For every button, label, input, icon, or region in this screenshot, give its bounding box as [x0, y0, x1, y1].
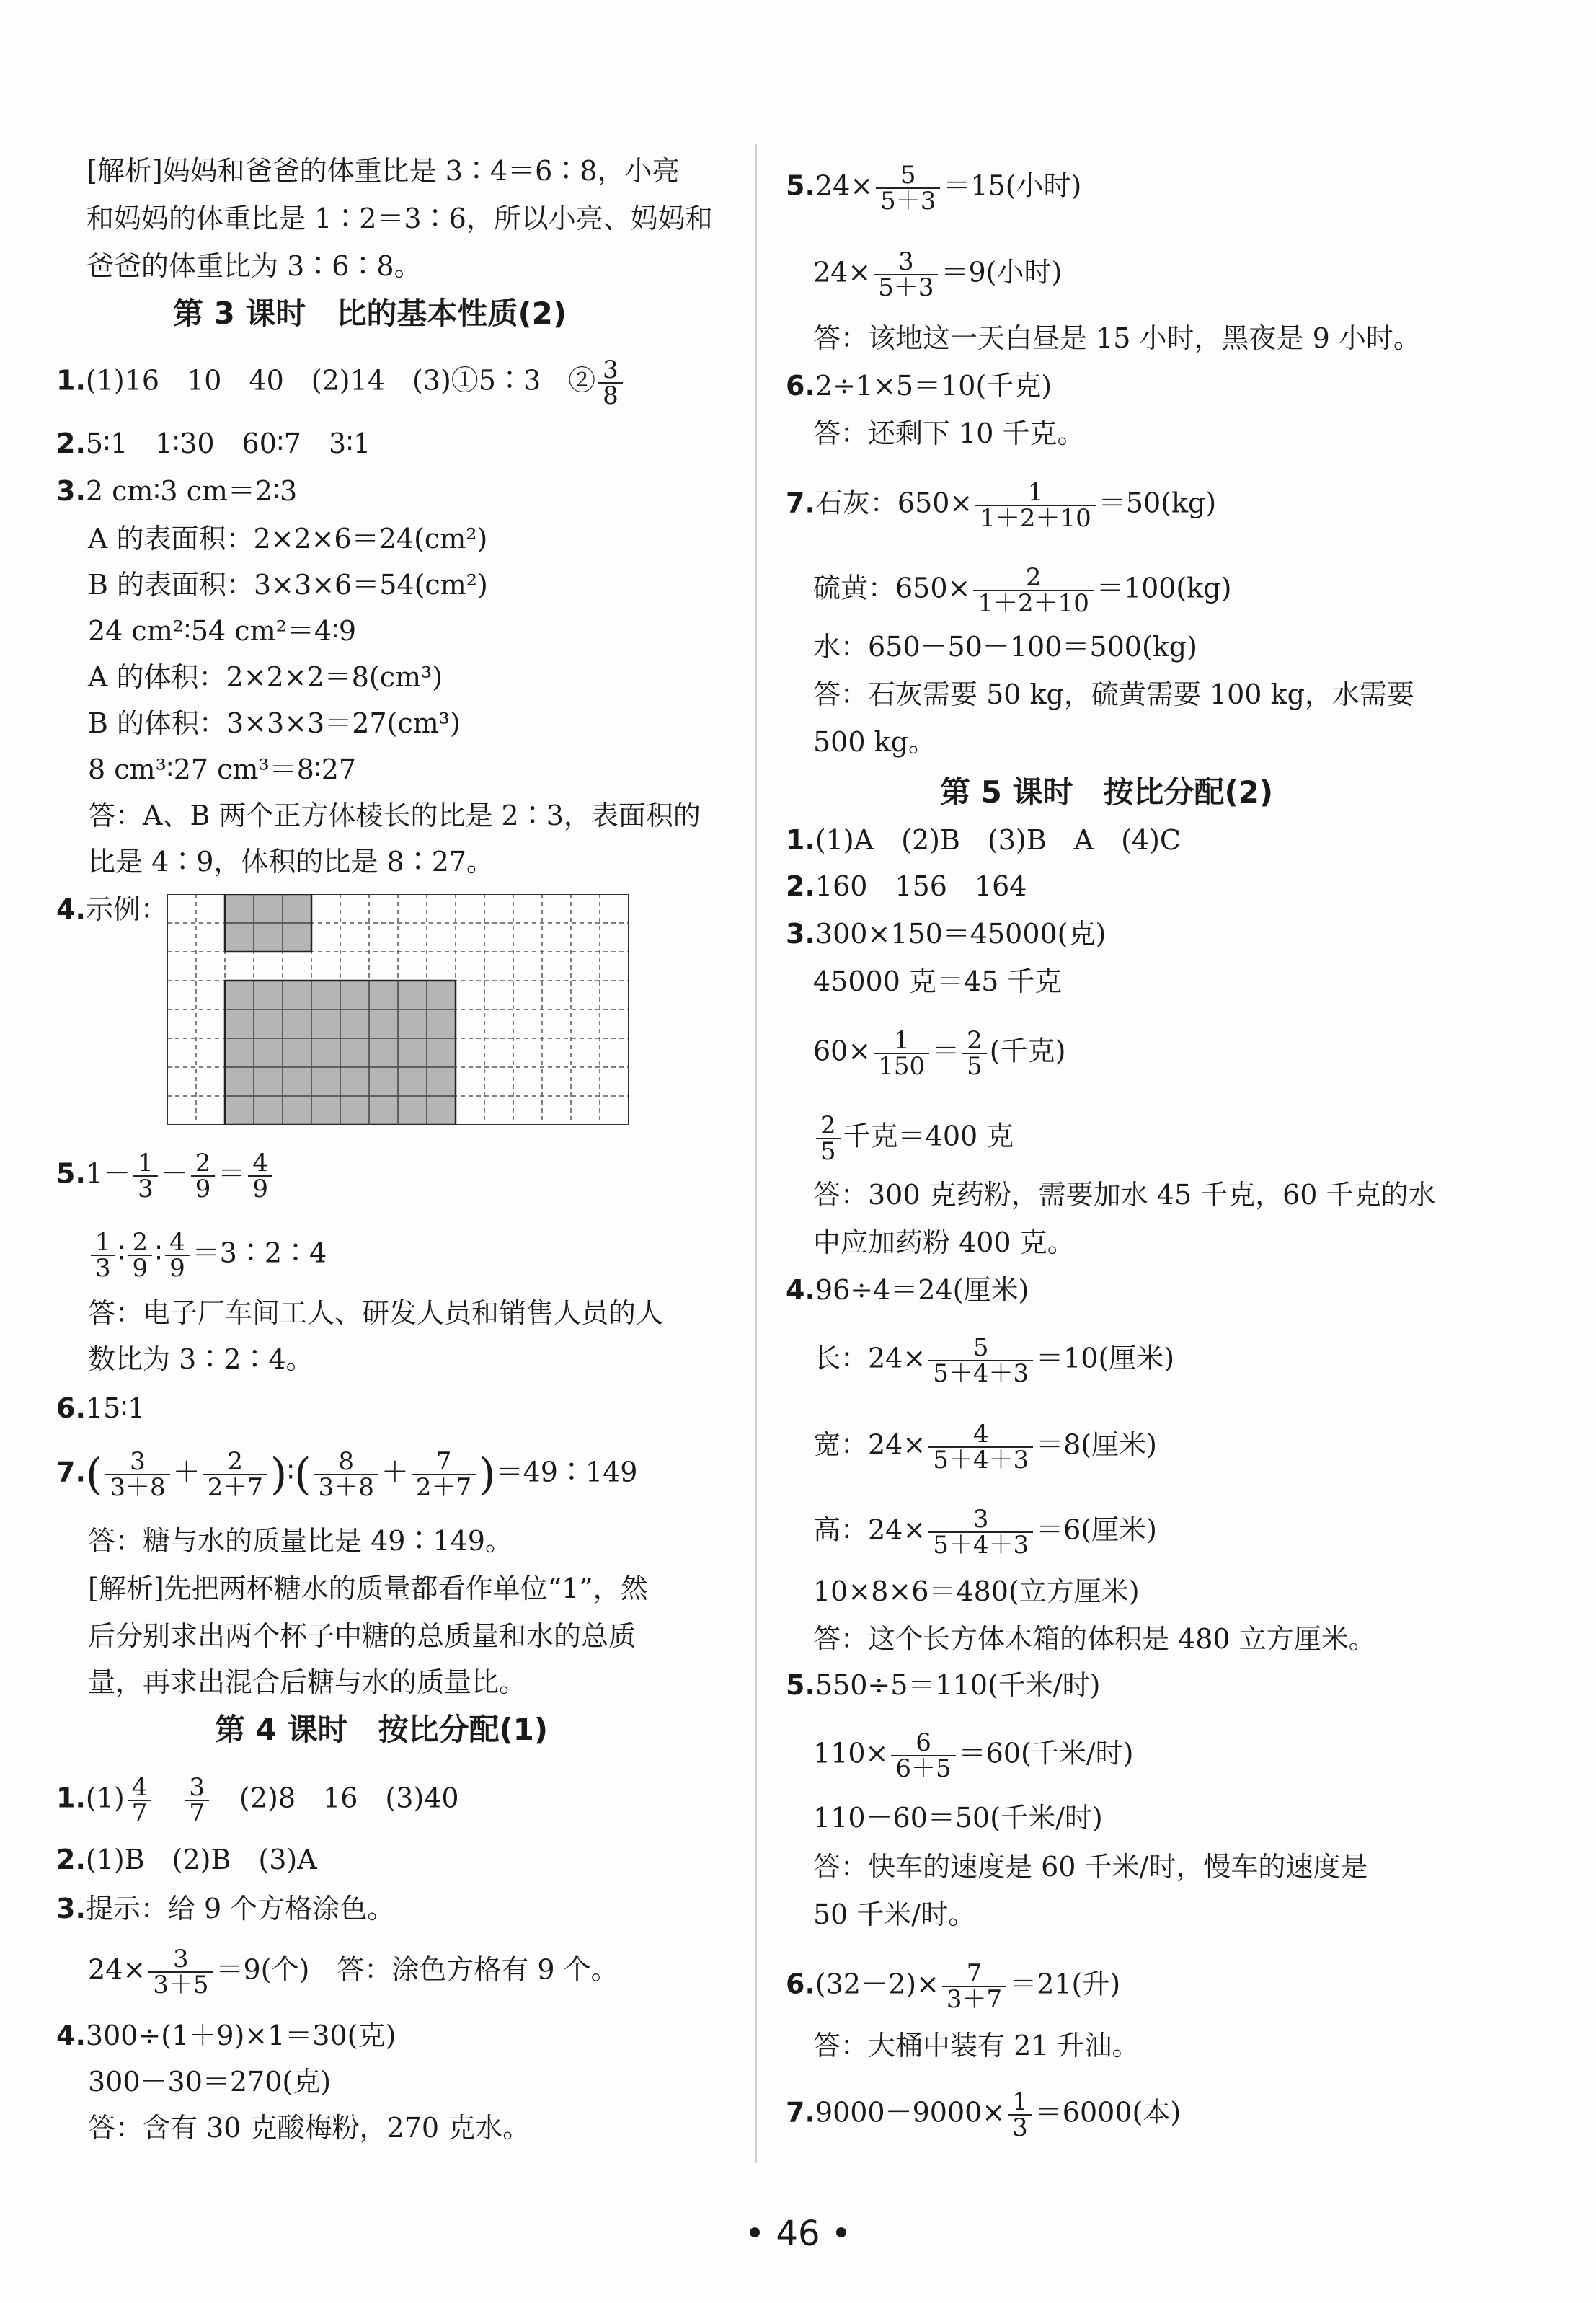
- answer-7-line: 500 kg。: [813, 726, 936, 758]
- lesson5-answer-3-line: $\frac{2}{5}$ 千克＝400 克: [813, 1113, 1014, 1164]
- lesson5-answer-4-line: 高：24× $\frac{3}{5+4+3}$ ＝6(厘米): [813, 1505, 1157, 1560]
- lesson4-answer-4-line: 300－30＝270(克): [88, 2066, 332, 2098]
- answer-3-line: 24 cm²∶54 cm²＝4∶9: [88, 615, 357, 647]
- note-line: 后分别求出两个杯子中糖的总质量和水的总质: [88, 1620, 637, 1652]
- lesson4-answer-3: 3.提示：给 9 个方格涂色。: [56, 1893, 395, 1924]
- lesson4-answer-1: 1.(1) $\frac{4}{7}$ $\frac{3}{7}$ (2)8 16 (3)40: [56, 1773, 459, 1828]
- grid-figure: [167, 894, 629, 1125]
- lesson5-answer-5-line: 110× $\frac{6}{6+5}$ ＝60(千米/时): [813, 1728, 1134, 1783]
- answer-3-line: A 的体积：2×2×2＝8(cm³): [88, 661, 443, 693]
- answer-5-line: 答：电子厂车间工人、研发人员和销售人员的人: [88, 1297, 664, 1329]
- answer-3-line: 3.2 cm∶3 cm＝2∶3: [56, 475, 298, 507]
- answer-3-line: A 的表面积：2×2×6＝24(cm²): [88, 523, 488, 554]
- lesson5-answer-4-line: 10×8×6＝480(立方厘米): [813, 1575, 1140, 1607]
- lesson4-answer-4-line: 答：含有 30 克酸梅粉，270 克水。: [88, 2112, 531, 2144]
- lesson5-answer-1: 1.(1)A (2)B (3)B A (4)C: [786, 824, 1182, 856]
- answer-1: 1.(1)16 10 40 (2)14 (3)①5∶3 ② $\frac{3}{8}$: [56, 358, 626, 408]
- large-rectangle: [225, 981, 456, 1125]
- lesson5-answer-5-line: 110－60＝50(千米/时): [813, 1802, 1103, 1834]
- answer-6-line: 答：还剩下 10 千克。: [813, 417, 1085, 449]
- answer-7-line: 答：石灰需要 50 kg，硫黄需要 100 kg，水需要: [813, 678, 1414, 710]
- note-line: 爸爸的体重比为 3∶6∶8。: [87, 250, 422, 282]
- lesson5-answer-6-line: 答：大桶中装有 21 升油。: [813, 2030, 1140, 2061]
- answer-3-line: 答：A、B 两个正方体棱长的比是 2∶3，表面积的: [88, 800, 701, 831]
- small-square: [225, 894, 311, 952]
- answer-5-line: 数比为 3∶2∶4。: [88, 1343, 314, 1375]
- answer-2: 2.5∶1 1∶30 60∶7 3∶1: [56, 428, 371, 459]
- lesson4-answer-2: 2.(1)B (2)B (3)A: [56, 1844, 317, 1875]
- answer-7: 7.( $\frac{3}{3+8}$ ＋ $\frac{2}{2+7}$ )∶( $\frac{8}{3+8}$ ＋ $\frac{7}{2+7}$ )＝49∶149: [56, 1447, 638, 1502]
- answer-3-line: B 的表面积：3×3×6＝54(cm²): [88, 569, 488, 601]
- lesson5-answer-4-line: 答：这个长方体木箱的体积是 480 立方厘米。: [813, 1623, 1376, 1655]
- lesson-5-title: 第 5 课时 按比分配(2): [940, 774, 1274, 810]
- answer-5: 5.1－ $\frac{1}{3}$ － $\frac{2}{9}$ ＝ $\frac{4}{9}$: [56, 1151, 275, 1201]
- answer-3-line: 8 cm³∶27 cm³＝8∶27: [88, 753, 357, 785]
- answer-7-line: 答：糖与水的质量比是 49∶149。: [88, 1525, 513, 1557]
- note-line: [解析]先把两杯糖水的质量都看作单位“1”，然: [88, 1573, 648, 1604]
- answer-5-line: 24× $\frac{3}{5+3}$ ＝9(小时): [813, 247, 1063, 302]
- lesson5-answer-5-line: 50 千米/时。: [813, 1898, 976, 1930]
- answer-5-line: 答：该地这一天白昼是 15 小时，黑夜是 9 小时。: [813, 322, 1421, 354]
- note-line: [解析]妈妈和爸爸的体重比是 3∶4＝6∶8，小亮: [87, 155, 680, 187]
- answer-7: 7.石灰：650× $\frac{1}{1+2+10}$ ＝50(kg): [786, 478, 1217, 533]
- answer-7-line: 水：650－50－100＝500(kg): [813, 631, 1197, 663]
- answer-5-ratio: $\frac{1}{3}$ ∶ $\frac{2}{9}$ ∶ $\frac{4}{9}$ ＝3∶2∶4: [88, 1230, 327, 1281]
- lesson5-answer-4-line: 宽：24× $\frac{4}{5+4+3}$ ＝8(厘米): [813, 1420, 1157, 1475]
- lesson5-answer-3: 3.300×150＝45000(克): [786, 918, 1107, 950]
- answer-6: 6.15∶1: [56, 1392, 146, 1424]
- lesson5-answer-5: 5.550÷5＝110(千米/时): [786, 1669, 1101, 1701]
- lesson5-answer-3-line: 答：300 克药粉，需要加水 45 千克，60 千克的水: [813, 1179, 1436, 1211]
- answer-3-line: 比是 4∶9，体积的比是 8∶27。: [88, 846, 495, 878]
- lesson5-answer-6: 6.(32－2)× $\frac{7}{3+7}$ ＝21(升): [786, 1959, 1121, 2014]
- answer-4: 4.示例：: [56, 893, 168, 925]
- lesson5-answer-5-line: 答：快车的速度是 60 千米/时，慢车的速度是: [813, 1851, 1368, 1883]
- lesson4-answer-4: 4.300÷(1＋9)×1＝30(克): [56, 2020, 396, 2051]
- answer-6: 6.2÷1×5＝10(千克): [786, 370, 1052, 402]
- lesson4-answer-3-calc: 24× $\frac{3}{3+5}$ ＝9(个) 答：涂色方格有 9 个。: [88, 1945, 619, 1999]
- lesson5-answer-4: 4.96÷4＝24(厘米): [786, 1274, 1029, 1306]
- answer-5: 5.24× $\frac{5}{5+3}$ ＝15(小时): [786, 161, 1082, 216]
- column-divider: [755, 144, 757, 2163]
- lesson-4-title: 第 4 课时 按比分配(1): [215, 1712, 549, 1747]
- lesson5-answer-2: 2.160 156 164: [786, 870, 1027, 902]
- lesson5-answer-4-line: 长：24× $\frac{5}{5+4+3}$ ＝10(厘米): [813, 1333, 1175, 1388]
- lesson5-answer-3-line: 中应加药粉 400 克。: [813, 1226, 1075, 1258]
- fraction: $\frac{3}{8}$: [598, 358, 623, 408]
- answer-7-line: 硫黄：650× $\frac{2}{1+2+10}$ ＝100(kg): [813, 563, 1232, 618]
- lesson5-answer-3-line: 60× $\frac{1}{150}$ ＝ $\frac{2}{5}$ (千克): [813, 1026, 1066, 1081]
- lesson5-answer-7: 7.9000－9000× $\frac{1}{3}$ ＝6000(本): [786, 2087, 1182, 2142]
- lesson-3-title: 第 3 课时 比的基本性质(2): [173, 296, 567, 331]
- lesson5-answer-3-line: 45000 克＝45 千克: [813, 965, 1063, 997]
- answer-3-line: B 的体积：3×3×3＝27(cm³): [88, 707, 461, 739]
- note-line: 和妈妈的体重比是 1∶2＝3∶6，所以小亮、妈妈和: [87, 203, 713, 234]
- note-line: 量，再求出混合后糖与水的质量比。: [88, 1666, 527, 1698]
- page-number: • 46 •: [744, 2214, 852, 2254]
